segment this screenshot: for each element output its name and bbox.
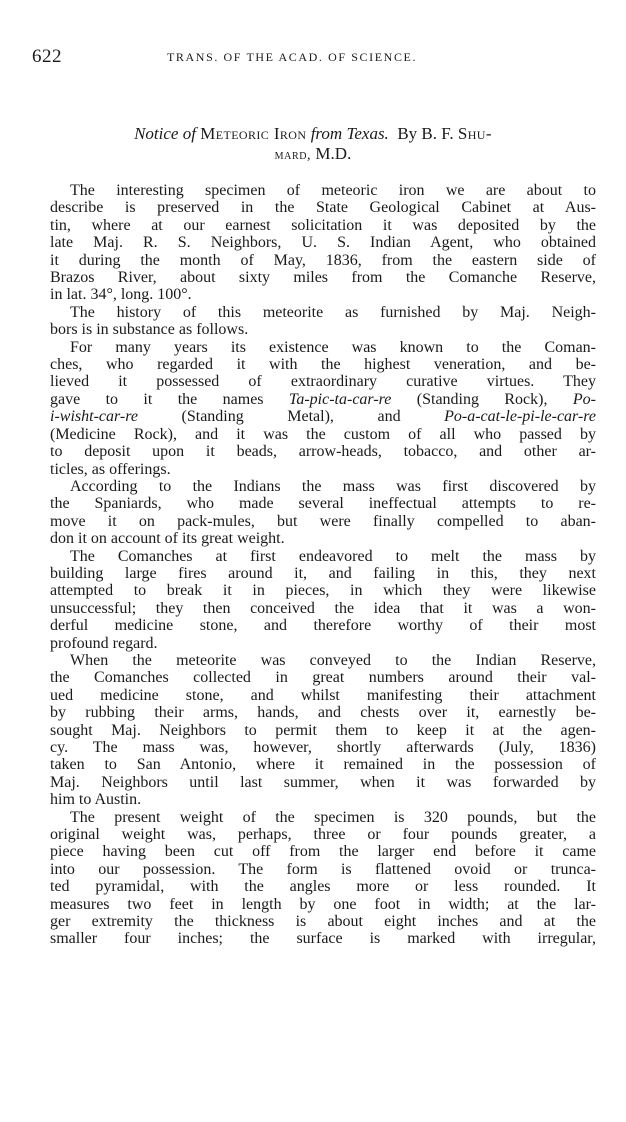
text-line: For many years its existence was known to the Coman- — [70, 338, 596, 356]
names-intro: gave to it the names — [50, 390, 264, 408]
text-line: Maj. Neighbors until last summer, when it was forwarded by — [50, 773, 596, 791]
text-line: sought Maj. Neighbors to permit them to keep it at the agen- — [50, 721, 596, 739]
text-line: the Comanches collected in great numbers around their val- — [50, 669, 596, 687]
title-by: By B. F. — [397, 124, 454, 143]
text-line: measures two feet in length by one foot in width; at the lar- — [50, 895, 596, 913]
text-line: by rubbing their arms, hands, and chests over it, earnestly be- — [50, 704, 596, 722]
text-line: When the meteorite was conveyed to the Indian Reserve, — [70, 651, 596, 669]
text-line: ches, who regarded it with the highest veneration, and be- — [50, 356, 596, 374]
title-from: from — [310, 124, 343, 143]
text-line: derful medicine stone, and therefore worthy of their most — [50, 617, 596, 635]
article-title — [30, 124, 596, 166]
paragraph — [50, 182, 596, 304]
author-name-first: Shu- — [457, 124, 492, 143]
text-line: taken to San Antonio, where it remained in the possession of — [50, 756, 596, 774]
paragraph — [50, 339, 596, 478]
text-line: cy. The mass was, however, shortly afterwards (July, 1836) — [50, 739, 596, 756]
text-line: it during the month of May, 1836, from the eastern side of — [50, 251, 596, 269]
text-line: building large fires around it, and failing in this, they next — [50, 564, 596, 582]
article-body — [50, 182, 596, 948]
author-degree: M.D. — [315, 144, 352, 163]
text-line: ticles, as offerings. — [50, 460, 171, 478]
paragraph — [50, 478, 596, 548]
paragraph — [50, 548, 596, 652]
name-gloss: (Standing Metal), and — [181, 408, 401, 426]
name-gloss: (Standing Rock), — [416, 390, 548, 408]
text-line: into our possession. The form is flattened ovoid or trunca- — [50, 860, 596, 878]
text-line: him to Austin. — [50, 791, 142, 809]
text-line: don it on account of its great weight. — [50, 530, 285, 548]
text-line: tin, where at our earnest solicitation it was deposited by the — [50, 216, 596, 234]
text-line: ger extremity the thickness is about eight inches and at the — [50, 913, 596, 931]
journal-title: TRANS. OF THE ACAD. OF SCIENCE. — [167, 50, 418, 64]
text-line: the Spaniards, who made several ineffectual attempts to re- — [50, 495, 596, 513]
text-line: describe is preserved in the State Geological Cabinet at Aus- — [50, 199, 596, 217]
text-line: bors is in substance as follows. — [50, 321, 249, 339]
comanche-name: Po-a-cat-le-pi-le-car-re — [444, 408, 597, 426]
text-line: lieved it possessed of extraordinary curative virtues. They — [50, 373, 596, 391]
text-line: ued medicine stone, and whilst manifesting their attachment — [50, 686, 596, 704]
text-line: smaller four inches; the surface is marked with irregular, — [50, 930, 596, 948]
text-line: ted pyramidal, with the angles more or less rounded. It — [50, 878, 596, 896]
text-line: The interesting specimen of meteoric iron we are about to — [70, 182, 596, 199]
text-line — [50, 391, 596, 408]
title-texas: Texas. — [346, 124, 389, 143]
text-line: piece having been cut off from the larger end before it came — [50, 843, 596, 861]
text-line: The history of this meteorite as furnished by Maj. Neigh- — [70, 303, 596, 321]
text-line: attempted to break it in pieces, in which they were likewise — [50, 582, 596, 600]
title-meteoric-iron: Meteoric Iron — [200, 124, 307, 143]
title-of: of — [182, 124, 196, 143]
text-line: original weight was, perhaps, three or four pounds greater, a — [50, 826, 596, 844]
comanche-name: Po- — [572, 390, 596, 408]
comanche-name: i-wisht-car-re — [50, 408, 138, 426]
text-line: unsuccessful; they then conceived the idea that it was a won- — [50, 599, 596, 617]
paragraph — [50, 304, 596, 339]
text-line: move it on pack-mules, but were finally compelled to aban- — [50, 512, 596, 530]
text-line — [50, 408, 596, 425]
comanche-name: Ta-pic-ta-car-re — [288, 390, 392, 408]
paragraph — [50, 809, 596, 948]
text-line: profound regard. — [50, 634, 158, 652]
text-line: According to the Indians the mass was first discovered by — [70, 477, 596, 495]
text-line: (Medicine Rock), and it was the custom of all who passed by — [50, 425, 596, 443]
text-line: The present weight of the specimen is 320 pounds, but the — [70, 808, 596, 826]
running-head — [32, 46, 587, 68]
paragraph — [50, 652, 596, 809]
title-notice: Notice — [134, 124, 179, 143]
text-line: in lat. 34°, long. 100°. — [50, 286, 192, 304]
text-line: late Maj. R. S. Neighbors, U. S. Indian Agent, who obtained — [50, 234, 596, 252]
text-line: Brazos River, about sixty miles from the Comanche Reserve, — [50, 269, 596, 287]
text-line: to deposit upon it beads, arrow-heads, tobacco, and other ar- — [50, 443, 596, 461]
text-line: The Comanches at first endeavored to melt the mass by — [70, 547, 596, 565]
author-name-second: mard, — [274, 148, 312, 163]
page-number: 622 — [32, 46, 62, 67]
